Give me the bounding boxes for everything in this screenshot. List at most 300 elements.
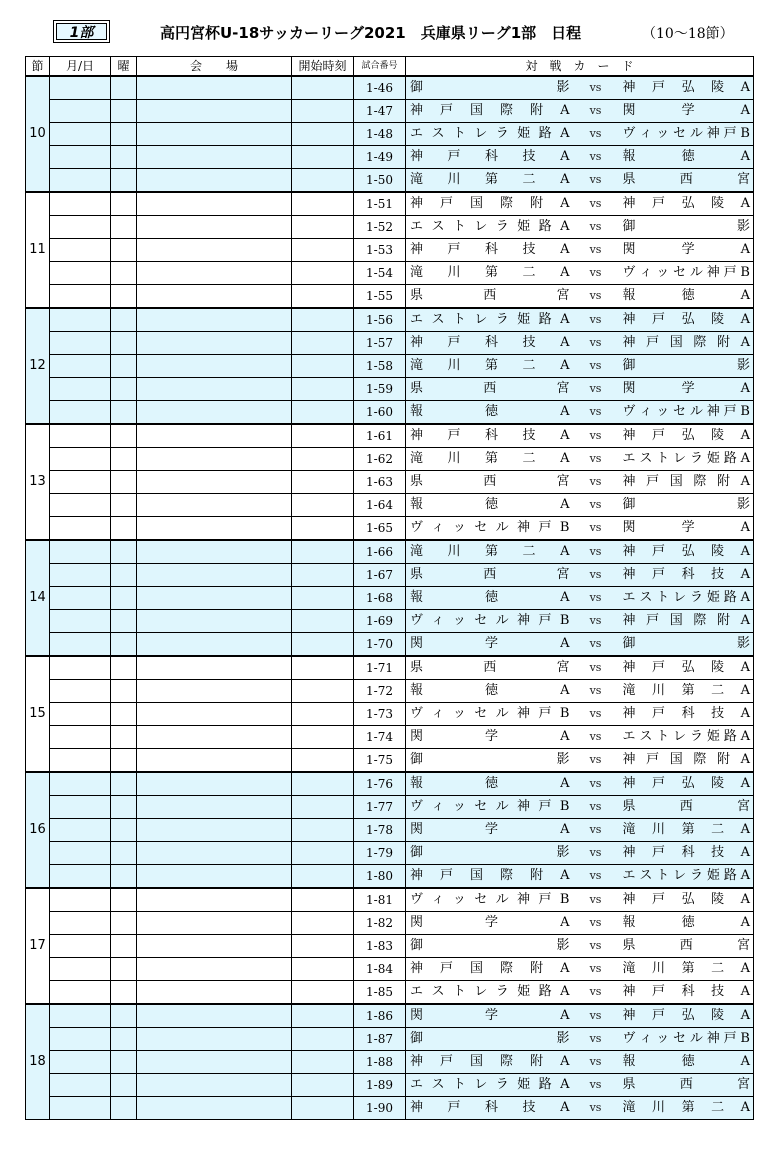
venue-cell xyxy=(137,842,292,865)
vs-label: vs xyxy=(573,656,619,680)
home-team: ヴ ィ ッ セ ル 神 戸 B xyxy=(406,610,573,633)
date-cell xyxy=(50,633,111,657)
away-team: 県 西 宮 xyxy=(619,1074,754,1097)
weekday-cell xyxy=(111,448,137,471)
vs-label: vs xyxy=(573,424,619,448)
away-team: 滝 川 第 二 A xyxy=(619,958,754,981)
match-number: 1-51 xyxy=(354,192,406,216)
start-time-cell xyxy=(292,564,354,587)
weekday-cell xyxy=(111,540,137,564)
home-team: エ ス ト レ ラ 姫 路 A xyxy=(406,216,573,239)
home-team: 神 戸 国 際 附 A xyxy=(406,1051,573,1074)
match-number: 1-87 xyxy=(354,1028,406,1051)
date-cell xyxy=(50,378,111,401)
match-row xyxy=(26,633,754,657)
match-number: 1-68 xyxy=(354,587,406,610)
venue-cell xyxy=(137,517,292,541)
weekday-cell xyxy=(111,726,137,749)
match-number: 1-59 xyxy=(354,378,406,401)
vs-label: vs xyxy=(573,958,619,981)
weekday-cell xyxy=(111,100,137,123)
match-number: 1-67 xyxy=(354,564,406,587)
weekday-cell xyxy=(111,285,137,309)
date-cell xyxy=(50,146,111,169)
col-match-no: 試合番号 xyxy=(354,57,406,77)
vs-label: vs xyxy=(573,308,619,332)
match-row xyxy=(26,1004,754,1028)
start-time-cell xyxy=(292,726,354,749)
away-team: 神 戸 弘 陵 A xyxy=(619,308,754,332)
away-team: 県 西 宮 xyxy=(619,169,754,193)
vs-label: vs xyxy=(573,401,619,425)
away-team: 御 影 xyxy=(619,633,754,657)
vs-label: vs xyxy=(573,633,619,657)
match-number: 1-88 xyxy=(354,1051,406,1074)
weekday-cell xyxy=(111,749,137,773)
vs-label: vs xyxy=(573,540,619,564)
match-row xyxy=(26,749,754,773)
start-time-cell xyxy=(292,772,354,796)
col-card: 対 戦 カ ー ド xyxy=(406,57,754,77)
date-cell xyxy=(50,888,111,912)
match-number: 1-54 xyxy=(354,262,406,285)
away-team: 滝 川 第 二 A xyxy=(619,680,754,703)
weekday-cell xyxy=(111,1004,137,1028)
vs-label: vs xyxy=(573,100,619,123)
match-row xyxy=(26,308,754,332)
match-row xyxy=(26,216,754,239)
date-cell xyxy=(50,1004,111,1028)
start-time-cell xyxy=(292,517,354,541)
home-team: 神 戸 国 際 附 A xyxy=(406,958,573,981)
match-row xyxy=(26,1074,754,1097)
vs-label: vs xyxy=(573,749,619,773)
weekday-cell xyxy=(111,935,137,958)
venue-cell xyxy=(137,1028,292,1051)
away-team: 神 戸 科 技 A xyxy=(619,703,754,726)
away-team: ヴ ィ ッ セ ル 神 戸 B xyxy=(619,401,754,425)
vs-label: vs xyxy=(573,587,619,610)
weekday-cell xyxy=(111,912,137,935)
venue-cell xyxy=(137,216,292,239)
match-row xyxy=(26,1028,754,1051)
away-team: 県 西 宮 xyxy=(619,935,754,958)
home-team: ヴ ィ ッ セ ル 神 戸 B xyxy=(406,796,573,819)
match-number: 1-49 xyxy=(354,146,406,169)
round-number: 11 xyxy=(26,192,50,308)
match-row xyxy=(26,239,754,262)
match-number: 1-85 xyxy=(354,981,406,1005)
start-time-cell xyxy=(292,912,354,935)
match-number: 1-66 xyxy=(354,540,406,564)
weekday-cell xyxy=(111,888,137,912)
away-team: 御 影 xyxy=(619,355,754,378)
away-team: 報 徳 A xyxy=(619,1051,754,1074)
venue-cell xyxy=(137,285,292,309)
home-team: 神 戸 科 技 A xyxy=(406,239,573,262)
venue-cell xyxy=(137,123,292,146)
date-cell xyxy=(50,540,111,564)
start-time-cell xyxy=(292,448,354,471)
round-number: 18 xyxy=(26,1004,50,1120)
home-team: 滝 川 第 二 A xyxy=(406,262,573,285)
home-team: エ ス ト レ ラ 姫 路 A xyxy=(406,308,573,332)
start-time-cell xyxy=(292,192,354,216)
away-team: 神 戸 弘 陵 A xyxy=(619,772,754,796)
weekday-cell xyxy=(111,378,137,401)
match-number: 1-74 xyxy=(354,726,406,749)
venue-cell xyxy=(137,656,292,680)
vs-label: vs xyxy=(573,262,619,285)
away-team: 報 徳 A xyxy=(619,285,754,309)
match-number: 1-76 xyxy=(354,772,406,796)
start-time-cell xyxy=(292,842,354,865)
start-time-cell xyxy=(292,1051,354,1074)
venue-cell xyxy=(137,448,292,471)
match-number: 1-62 xyxy=(354,448,406,471)
venue-cell xyxy=(137,1097,292,1120)
weekday-cell xyxy=(111,1051,137,1074)
match-number: 1-82 xyxy=(354,912,406,935)
weekday-cell xyxy=(111,169,137,193)
venue-cell xyxy=(137,819,292,842)
away-team: 神 戸 科 技 A xyxy=(619,564,754,587)
date-cell xyxy=(50,564,111,587)
match-number: 1-46 xyxy=(354,76,406,100)
date-cell xyxy=(50,772,111,796)
date-cell xyxy=(50,448,111,471)
weekday-cell xyxy=(111,308,137,332)
away-team: 関 学 A xyxy=(619,239,754,262)
match-number: 1-53 xyxy=(354,239,406,262)
weekday-cell xyxy=(111,123,137,146)
start-time-cell xyxy=(292,1028,354,1051)
match-number: 1-58 xyxy=(354,355,406,378)
vs-label: vs xyxy=(573,494,619,517)
start-time-cell xyxy=(292,1004,354,1028)
home-team: 御 影 xyxy=(406,935,573,958)
match-number: 1-65 xyxy=(354,517,406,541)
start-time-cell xyxy=(292,1074,354,1097)
vs-label: vs xyxy=(573,1051,619,1074)
match-number: 1-61 xyxy=(354,424,406,448)
vs-label: vs xyxy=(573,888,619,912)
weekday-cell xyxy=(111,239,137,262)
match-row xyxy=(26,587,754,610)
venue-cell xyxy=(137,865,292,889)
venue-cell xyxy=(137,772,292,796)
header-row xyxy=(26,57,754,77)
date-cell xyxy=(50,865,111,889)
weekday-cell xyxy=(111,865,137,889)
match-number: 1-80 xyxy=(354,865,406,889)
date-cell xyxy=(50,517,111,541)
date-cell xyxy=(50,935,111,958)
date-cell xyxy=(50,842,111,865)
home-team: 御 影 xyxy=(406,749,573,773)
away-team: 関 学 A xyxy=(619,378,754,401)
round-number: 17 xyxy=(26,888,50,1004)
home-team: 報 徳 A xyxy=(406,401,573,425)
match-number: 1-64 xyxy=(354,494,406,517)
match-number: 1-89 xyxy=(354,1074,406,1097)
date-cell xyxy=(50,1074,111,1097)
match-row xyxy=(26,958,754,981)
venue-cell xyxy=(137,564,292,587)
date-cell xyxy=(50,726,111,749)
match-number: 1-50 xyxy=(354,169,406,193)
away-team: ヴ ィ ッ セ ル 神 戸 B xyxy=(619,1028,754,1051)
home-team: 御 影 xyxy=(406,1028,573,1051)
home-team: 県 西 宮 xyxy=(406,564,573,587)
date-cell xyxy=(50,1051,111,1074)
date-cell xyxy=(50,656,111,680)
start-time-cell xyxy=(292,262,354,285)
weekday-cell xyxy=(111,517,137,541)
weekday-cell xyxy=(111,842,137,865)
col-start: 開始時刻 xyxy=(292,57,354,77)
away-team: 神 戸 科 技 A xyxy=(619,842,754,865)
match-row xyxy=(26,424,754,448)
weekday-cell xyxy=(111,494,137,517)
venue-cell xyxy=(137,332,292,355)
date-cell xyxy=(50,471,111,494)
date-cell xyxy=(50,123,111,146)
home-team: 神 戸 国 際 附 A xyxy=(406,192,573,216)
away-team: 神 戸 弘 陵 A xyxy=(619,76,754,100)
home-team: 神 戸 科 技 A xyxy=(406,332,573,355)
match-number: 1-75 xyxy=(354,749,406,773)
round-number: 16 xyxy=(26,772,50,888)
vs-label: vs xyxy=(573,1074,619,1097)
home-team: 関 学 A xyxy=(406,633,573,657)
match-row xyxy=(26,285,754,309)
start-time-cell xyxy=(292,216,354,239)
start-time-cell xyxy=(292,656,354,680)
match-row xyxy=(26,123,754,146)
date-cell xyxy=(50,169,111,193)
home-team: 神 戸 国 際 附 A xyxy=(406,100,573,123)
venue-cell xyxy=(137,680,292,703)
date-cell xyxy=(50,494,111,517)
match-row xyxy=(26,703,754,726)
match-row xyxy=(26,819,754,842)
away-team: 神 戸 弘 陵 A xyxy=(619,1004,754,1028)
vs-label: vs xyxy=(573,819,619,842)
match-row xyxy=(26,471,754,494)
away-team: 神 戸 国 際 附 A xyxy=(619,471,754,494)
venue-cell xyxy=(137,355,292,378)
match-number: 1-57 xyxy=(354,332,406,355)
weekday-cell xyxy=(111,564,137,587)
match-number: 1-70 xyxy=(354,633,406,657)
date-cell xyxy=(50,1028,111,1051)
weekday-cell xyxy=(111,76,137,100)
match-row xyxy=(26,146,754,169)
vs-label: vs xyxy=(573,517,619,541)
start-time-cell xyxy=(292,888,354,912)
weekday-cell xyxy=(111,401,137,425)
match-number: 1-55 xyxy=(354,285,406,309)
away-team: 報 徳 A xyxy=(619,146,754,169)
venue-cell xyxy=(137,424,292,448)
weekday-cell xyxy=(111,633,137,657)
away-team: 関 学 A xyxy=(619,100,754,123)
weekday-cell xyxy=(111,332,137,355)
vs-label: vs xyxy=(573,123,619,146)
home-team: 御 影 xyxy=(406,76,573,100)
match-number: 1-90 xyxy=(354,1097,406,1120)
home-team: 滝 川 第 二 A xyxy=(406,169,573,193)
match-number: 1-56 xyxy=(354,308,406,332)
match-number: 1-72 xyxy=(354,680,406,703)
venue-cell xyxy=(137,471,292,494)
weekday-cell xyxy=(111,1097,137,1120)
home-team: エ ス ト レ ラ 姫 路 A xyxy=(406,981,573,1005)
vs-label: vs xyxy=(573,378,619,401)
match-number: 1-71 xyxy=(354,656,406,680)
home-team: 報 徳 A xyxy=(406,494,573,517)
venue-cell xyxy=(137,888,292,912)
home-team: 県 西 宮 xyxy=(406,471,573,494)
home-team: 滝 川 第 二 A xyxy=(406,540,573,564)
start-time-cell xyxy=(292,424,354,448)
vs-label: vs xyxy=(573,772,619,796)
venue-cell xyxy=(137,1051,292,1074)
venue-cell xyxy=(137,239,292,262)
match-row xyxy=(26,564,754,587)
venue-cell xyxy=(137,912,292,935)
date-cell xyxy=(50,912,111,935)
round-number: 12 xyxy=(26,308,50,424)
away-team: 県 西 宮 xyxy=(619,796,754,819)
vs-label: vs xyxy=(573,703,619,726)
home-team: 御 影 xyxy=(406,842,573,865)
schedule-table xyxy=(25,56,754,1120)
start-time-cell xyxy=(292,471,354,494)
match-row xyxy=(26,656,754,680)
venue-cell xyxy=(137,540,292,564)
home-team: ヴ ィ ッ セ ル 神 戸 B xyxy=(406,517,573,541)
vs-label: vs xyxy=(573,169,619,193)
match-number: 1-48 xyxy=(354,123,406,146)
start-time-cell xyxy=(292,123,354,146)
away-team: 神 戸 国 際 附 A xyxy=(619,610,754,633)
vs-label: vs xyxy=(573,935,619,958)
start-time-cell xyxy=(292,146,354,169)
match-row xyxy=(26,76,754,100)
away-team: 神 戸 弘 陵 A xyxy=(619,540,754,564)
date-cell xyxy=(50,100,111,123)
match-number: 1-63 xyxy=(354,471,406,494)
date-cell xyxy=(50,401,111,425)
venue-cell xyxy=(137,703,292,726)
start-time-cell xyxy=(292,1097,354,1120)
vs-label: vs xyxy=(573,842,619,865)
match-row xyxy=(26,888,754,912)
start-time-cell xyxy=(292,285,354,309)
match-number: 1-81 xyxy=(354,888,406,912)
away-team: 神 戸 弘 陵 A xyxy=(619,656,754,680)
vs-label: vs xyxy=(573,192,619,216)
venue-cell xyxy=(137,169,292,193)
weekday-cell xyxy=(111,656,137,680)
away-team: 神 戸 国 際 附 A xyxy=(619,749,754,773)
away-team: ヴ ィ ッ セ ル 神 戸 B xyxy=(619,123,754,146)
match-row xyxy=(26,192,754,216)
venue-cell xyxy=(137,1074,292,1097)
vs-label: vs xyxy=(573,285,619,309)
match-row xyxy=(26,680,754,703)
weekday-cell xyxy=(111,424,137,448)
match-row xyxy=(26,517,754,541)
match-row xyxy=(26,1051,754,1074)
home-team: エ ス ト レ ラ 姫 路 A xyxy=(406,123,573,146)
away-team: 神 戸 科 技 A xyxy=(619,981,754,1005)
vs-label: vs xyxy=(573,239,619,262)
venue-cell xyxy=(137,935,292,958)
match-number: 1-73 xyxy=(354,703,406,726)
match-number: 1-69 xyxy=(354,610,406,633)
schedule-body xyxy=(26,76,754,1120)
away-team: ヴ ィ ッ セ ル 神 戸 B xyxy=(619,262,754,285)
home-team: 県 西 宮 xyxy=(406,656,573,680)
venue-cell xyxy=(137,587,292,610)
weekday-cell xyxy=(111,796,137,819)
start-time-cell xyxy=(292,981,354,1005)
weekday-cell xyxy=(111,610,137,633)
venue-cell xyxy=(137,146,292,169)
away-team: エ ス ト レ ラ 姫 路 A xyxy=(619,448,754,471)
start-time-cell xyxy=(292,332,354,355)
weekday-cell xyxy=(111,216,137,239)
match-number: 1-79 xyxy=(354,842,406,865)
vs-label: vs xyxy=(573,796,619,819)
date-cell xyxy=(50,424,111,448)
match-number: 1-84 xyxy=(354,958,406,981)
start-time-cell xyxy=(292,610,354,633)
weekday-cell xyxy=(111,146,137,169)
vs-label: vs xyxy=(573,865,619,889)
date-cell xyxy=(50,796,111,819)
home-team: 報 徳 A xyxy=(406,680,573,703)
start-time-cell xyxy=(292,796,354,819)
start-time-cell xyxy=(292,494,354,517)
date-cell xyxy=(50,355,111,378)
match-number: 1-60 xyxy=(354,401,406,425)
round-number: 15 xyxy=(26,656,50,772)
match-row xyxy=(26,332,754,355)
start-time-cell xyxy=(292,633,354,657)
start-time-cell xyxy=(292,401,354,425)
page-subtitle: （10〜18節） xyxy=(642,26,734,42)
away-team: 神 戸 弘 陵 A xyxy=(619,888,754,912)
start-time-cell xyxy=(292,865,354,889)
vs-label: vs xyxy=(573,76,619,100)
match-row xyxy=(26,378,754,401)
match-row xyxy=(26,842,754,865)
start-time-cell xyxy=(292,355,354,378)
venue-cell xyxy=(137,796,292,819)
date-cell xyxy=(50,703,111,726)
vs-label: vs xyxy=(573,146,619,169)
venue-cell xyxy=(137,100,292,123)
away-team: 神 戸 弘 陵 A xyxy=(619,424,754,448)
venue-cell xyxy=(137,378,292,401)
weekday-cell xyxy=(111,981,137,1005)
col-weekday: 曜 xyxy=(111,57,137,77)
vs-label: vs xyxy=(573,471,619,494)
